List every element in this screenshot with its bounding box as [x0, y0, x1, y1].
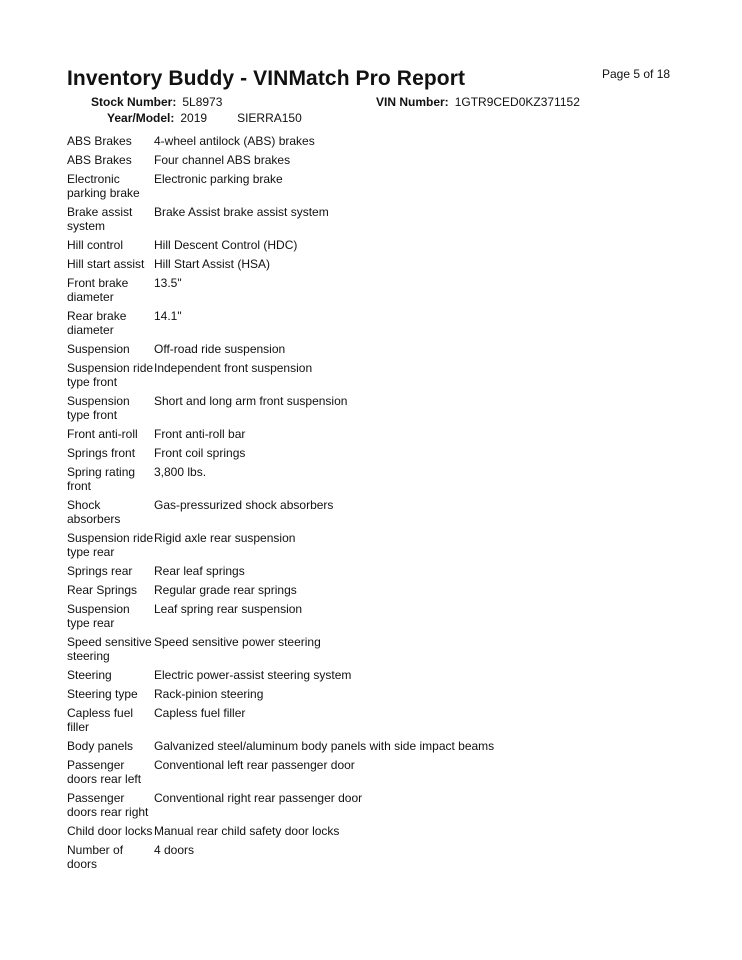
spec-label: Steering type [67, 687, 138, 701]
spec-value: Off-road ride suspension [154, 342, 286, 356]
spec-label: Suspension type rear [67, 602, 130, 630]
report-title: Inventory Buddy - VINMatch Pro Report [67, 67, 466, 90]
spec-row [67, 498, 687, 526]
spec-label: Body panels [67, 739, 134, 753]
spec-value: Electric power-assist steering system [154, 668, 352, 682]
spec-row [67, 153, 687, 167]
spec-label: Steering [67, 668, 112, 682]
spec-value: Rear leaf springs [154, 564, 245, 578]
spec-label: Front brake diameter [67, 276, 129, 304]
spec-label: Capless fuel filler [67, 706, 134, 734]
spec-label: Suspension ride type front [67, 361, 154, 389]
vin-number [376, 95, 580, 109]
spec-row [67, 361, 687, 389]
spec-label: Passenger doors rear left [67, 758, 142, 786]
spec-row [67, 602, 687, 630]
spec-row [67, 687, 687, 701]
spec-row [67, 635, 687, 663]
spec-value: Front anti-roll bar [154, 427, 246, 441]
spec-row [67, 205, 687, 233]
spec-label: Passenger doors rear right [67, 791, 149, 819]
vin-number-label: VIN Number: [376, 95, 449, 109]
stock-number [91, 95, 222, 109]
spec-label: Brake assist system [67, 205, 133, 233]
spec-label: Rear brake diameter [67, 309, 127, 337]
model-value: SIERRA150 [237, 111, 302, 125]
spec-value: 14.1" [154, 309, 182, 323]
spec-value: Independent front suspension [154, 361, 313, 375]
spec-row [67, 427, 687, 441]
spec-row [67, 446, 687, 460]
spec-value: Galvanized steel/aluminum body panels with side impact beams [154, 739, 495, 753]
spec-row [67, 276, 687, 304]
spec-value: Manual rear child safety door locks [154, 824, 340, 838]
spec-value: 13.5" [154, 276, 182, 290]
spec-row [67, 531, 687, 559]
spec-row [67, 824, 687, 838]
spec-row [67, 465, 687, 493]
spec-row [67, 257, 687, 271]
vin-number-value: 1GTR9CED0KZ371152 [454, 95, 580, 109]
spec-value: 4-wheel antilock (ABS) brakes [154, 134, 315, 148]
spec-value: Rigid axle rear suspension [154, 531, 296, 545]
spec-value: Electronic parking brake [154, 172, 283, 186]
spec-label: Suspension ride type rear [67, 531, 154, 559]
spec-label: Electronic parking brake [67, 172, 140, 200]
year-value: 2019 [180, 111, 208, 125]
spec-label: Hill control [67, 238, 124, 252]
spec-value: Hill Descent Control (HDC) [154, 238, 298, 252]
spec-row [67, 309, 687, 337]
spec-label: Spring rating front [67, 465, 136, 493]
spec-row [67, 564, 687, 578]
spec-value: Brake Assist brake assist system [154, 205, 329, 219]
spec-label: Hill start assist [67, 257, 145, 271]
spec-row [67, 758, 687, 786]
spec-label: Speed sensitive steering [67, 635, 152, 663]
spec-value: 3,800 lbs. [154, 465, 207, 479]
spec-row [67, 134, 687, 148]
spec-row [67, 843, 687, 871]
spec-label: Suspension [67, 342, 130, 356]
spec-label: Child door locks [67, 824, 153, 838]
year-model-label: Year/Model: [107, 111, 175, 125]
spec-row [67, 172, 687, 200]
spec-value: Regular grade rear springs [154, 583, 297, 597]
spec-row [67, 739, 687, 753]
stock-number-label: Stock Number: [91, 95, 177, 109]
spec-row [67, 706, 687, 734]
spec-value: Conventional right rear passenger door [154, 791, 363, 805]
spec-value: Gas-pressurized shock absorbers [154, 498, 334, 512]
spec-row [67, 342, 687, 356]
spec-value: 4 doors [154, 843, 195, 857]
spec-value: Hill Start Assist (HSA) [154, 257, 271, 271]
spec-value: Rack-pinion steering [154, 687, 264, 701]
page-number: Page 5 of 18 [602, 67, 671, 81]
spec-label: ABS Brakes [67, 153, 132, 167]
stock-number-value: 5L8973 [182, 95, 223, 109]
spec-value: Front coil springs [154, 446, 246, 460]
spec-row [67, 791, 687, 819]
spec-label: ABS Brakes [67, 134, 132, 148]
spec-label: Number of doors [67, 843, 124, 871]
spec-list [67, 134, 687, 876]
year-model [107, 111, 302, 125]
spec-row [67, 583, 687, 597]
spec-value: Four channel ABS brakes [154, 153, 291, 167]
spec-value: Speed sensitive power steering [154, 635, 321, 649]
spec-row [67, 238, 687, 252]
spec-label: Springs rear [67, 564, 133, 578]
spec-label: Springs front [67, 446, 136, 460]
spec-row [67, 394, 687, 422]
spec-value: Capless fuel filler [154, 706, 246, 720]
spec-value: Conventional left rear passenger door [154, 758, 355, 772]
spec-row [67, 668, 687, 682]
spec-label: Rear Springs [67, 583, 138, 597]
spec-label: Shock absorbers [67, 498, 121, 526]
spec-value: Leaf spring rear suspension [154, 602, 303, 616]
spec-label: Front anti-roll [67, 427, 138, 441]
spec-label: Suspension type front [67, 394, 130, 422]
spec-value: Short and long arm front suspension [154, 394, 348, 408]
